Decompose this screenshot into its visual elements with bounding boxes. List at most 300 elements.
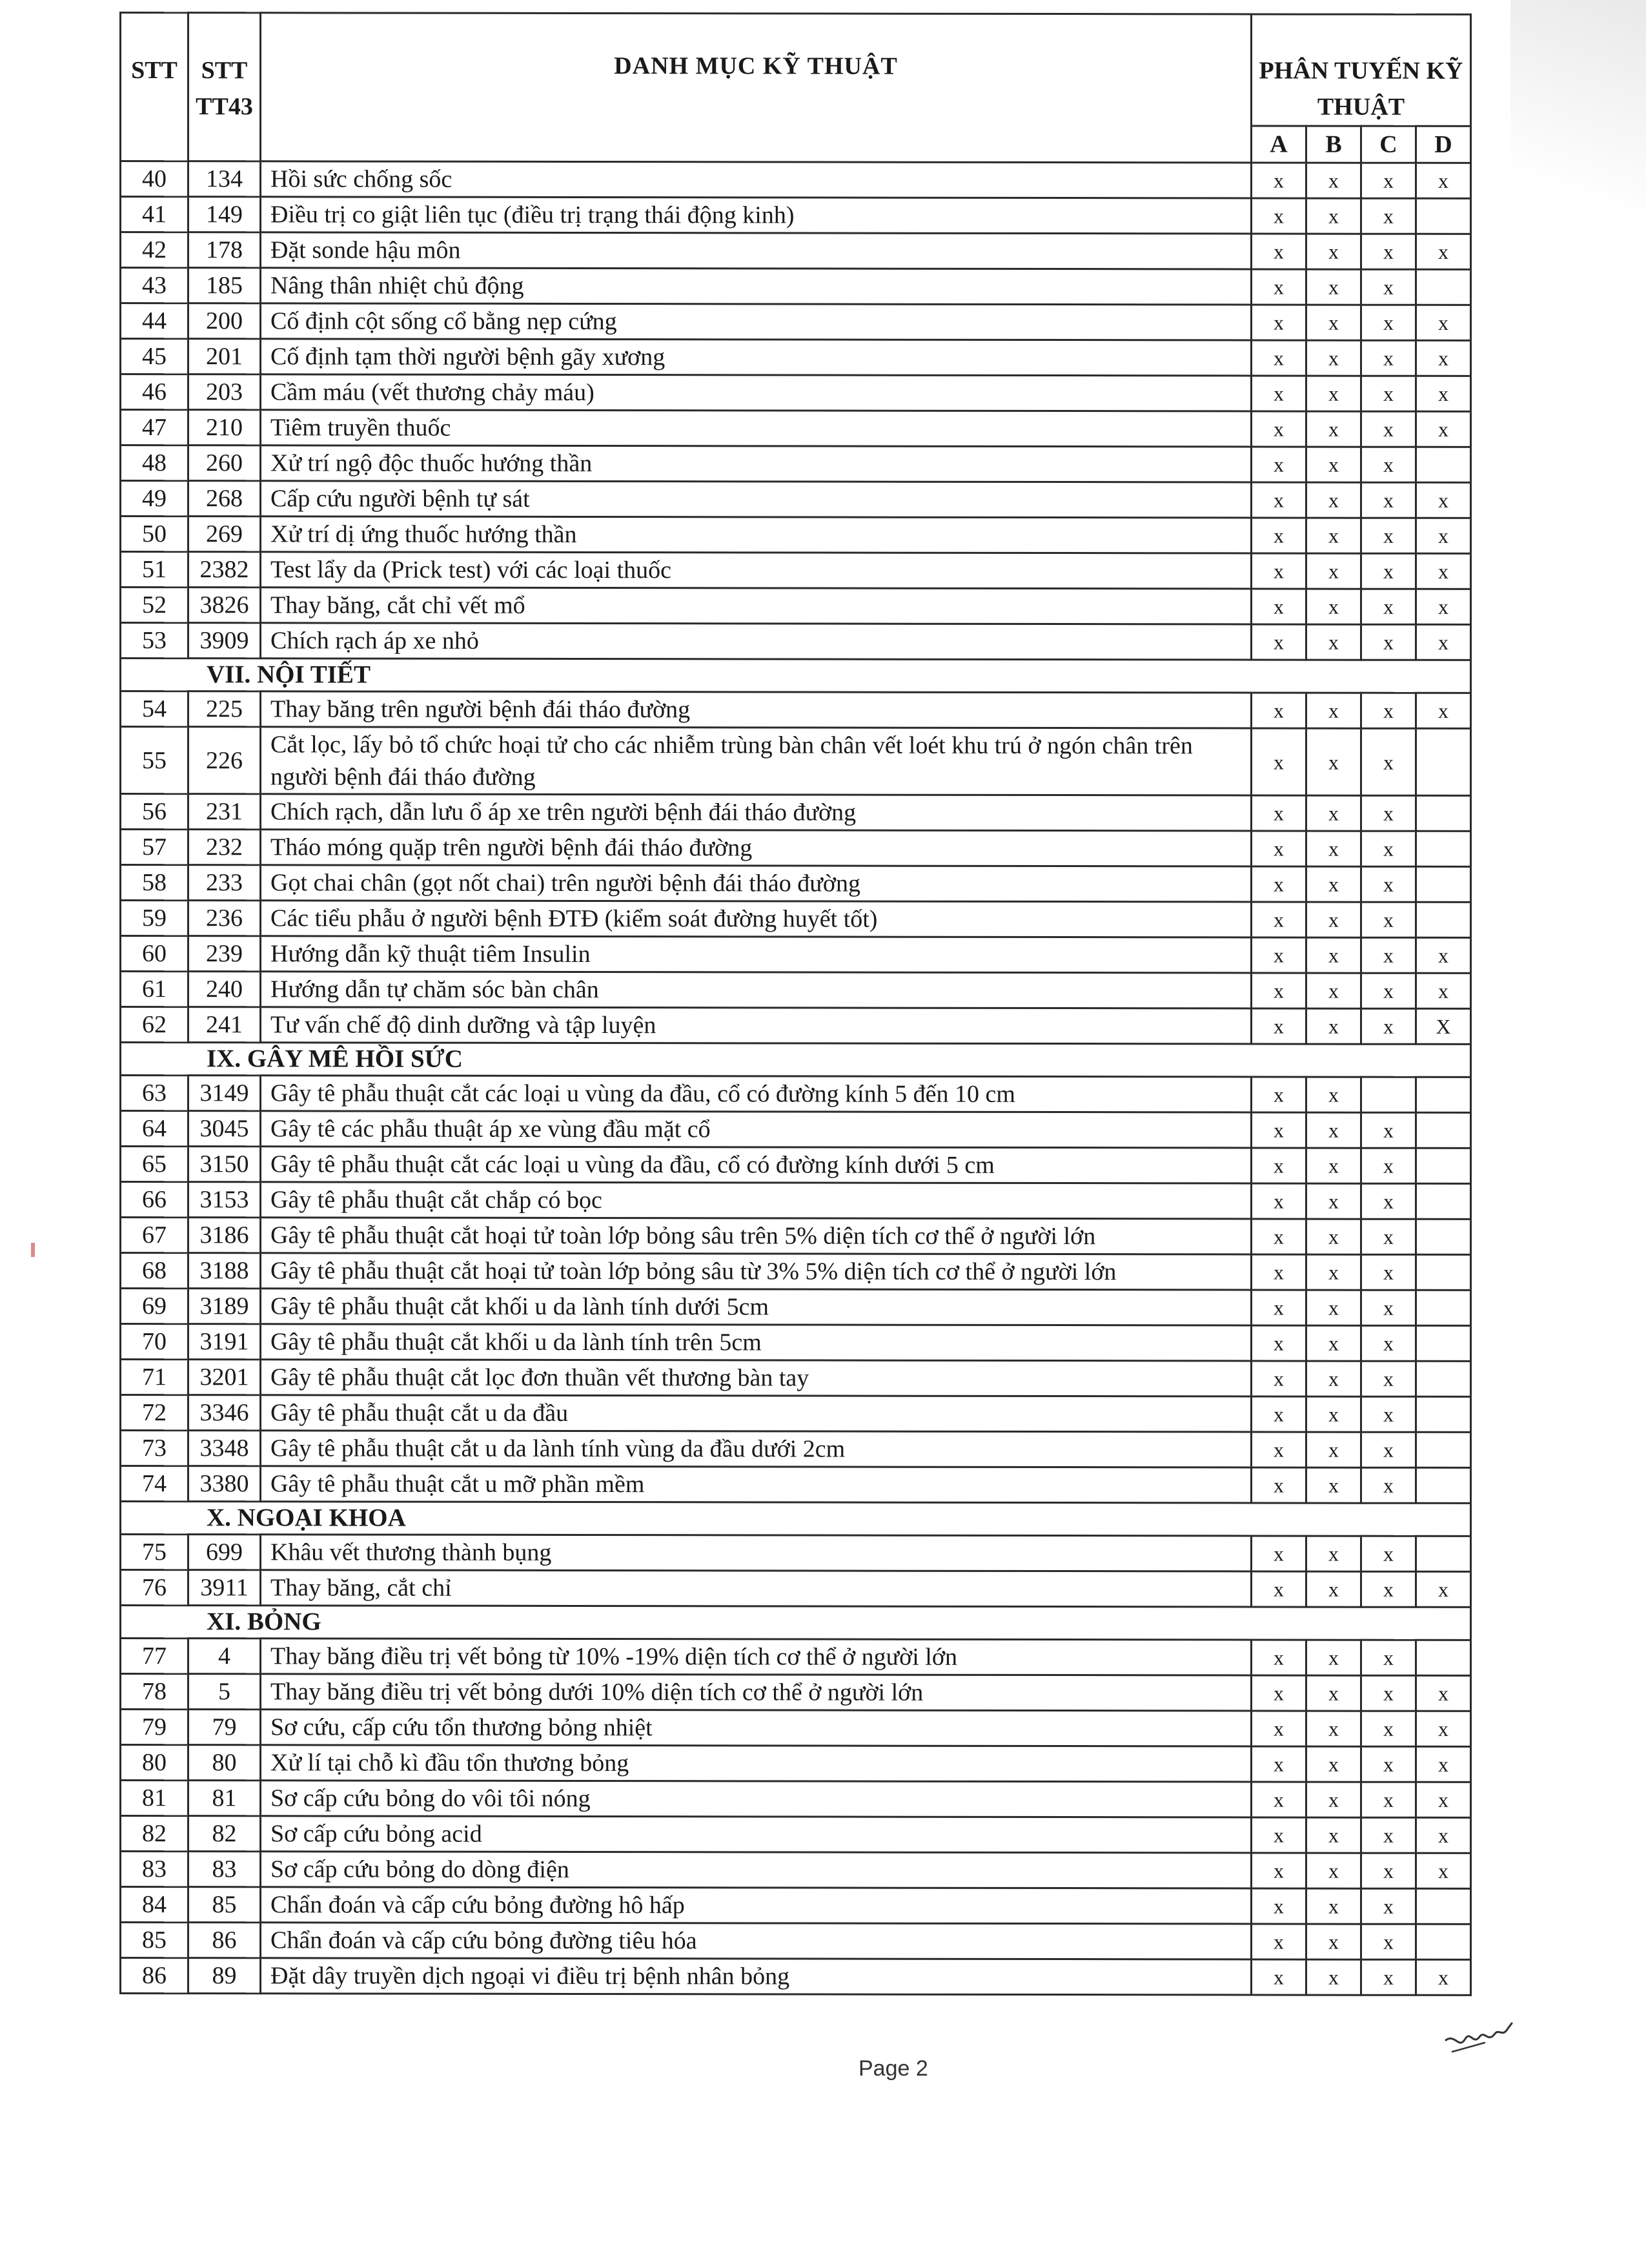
level-b-mark: x (1306, 589, 1361, 624)
technique-name-cell: Nâng thân nhiệt chủ động (261, 268, 1252, 305)
section-title: IX. GÂY MÊ HỒI SỨC (121, 1043, 1471, 1078)
level-c: C (1361, 126, 1416, 163)
level-c-mark: x (1361, 1782, 1416, 1817)
level-a-mark: x (1252, 234, 1306, 269)
table-row (121, 830, 1471, 867)
level-b-mark: x (1306, 1571, 1361, 1607)
tt43-cell: 241 (188, 1007, 261, 1043)
level-a-mark: x (1252, 1290, 1306, 1325)
table-row (121, 445, 1471, 483)
level-c-mark: x (1361, 198, 1416, 234)
table-row (121, 339, 1471, 376)
level-c-mark: x (1361, 1711, 1416, 1746)
technique-name-cell: Gây tê phẫu thuật cắt u da lành tính vùng da đầu dưới 2cm (261, 1431, 1252, 1467)
level-d-mark: x (1416, 234, 1471, 269)
level-a-mark: x (1252, 1959, 1306, 1995)
level-d-mark: x (1416, 518, 1471, 553)
stt-cell: 65 (121, 1147, 188, 1182)
table-row (121, 1007, 1471, 1045)
level-d-mark (1416, 1396, 1471, 1432)
handwritten-initials (1439, 2014, 1523, 2059)
stt-cell: 62 (121, 1007, 188, 1043)
stt-cell: 47 (121, 410, 188, 445)
stt-cell: 58 (121, 865, 188, 901)
technique-name-cell: Tháo móng quặp trên người bệnh đái tháo đường (261, 830, 1252, 866)
level-b-mark: x (1306, 902, 1361, 937)
technique-name-cell: Chẩn đoán và cấp cứu bỏng đường tiêu hóa (261, 1923, 1252, 1959)
level-b-mark: x (1306, 447, 1361, 482)
technique-name-cell: Hướng dẫn tự chăm sóc bàn chân (261, 972, 1252, 1008)
level-b-mark: x (1306, 1959, 1361, 1995)
tt43-cell: 203 (188, 374, 261, 410)
table-row (121, 623, 1471, 660)
level-d-mark: X (1416, 1008, 1471, 1044)
level-a-mark: x (1252, 937, 1306, 973)
technique-name-cell: Xử lí tại chỗ kì đầu tổn thương bỏng (261, 1745, 1252, 1782)
level-a-mark: x (1252, 411, 1306, 447)
table-row (121, 1253, 1471, 1291)
level-b-mark: x (1306, 693, 1361, 728)
technique-name-cell: Hồi sức chống sốc (261, 161, 1252, 198)
table-row (121, 1324, 1471, 1362)
tt43-cell: 232 (188, 830, 261, 865)
level-b-mark: x (1306, 1711, 1361, 1746)
level-c-mark: x (1361, 1640, 1416, 1675)
tt43-cell: 3150 (188, 1147, 261, 1182)
level-c-mark: x (1361, 269, 1416, 305)
level-c-mark: x (1361, 728, 1416, 795)
technique-name-cell: Sơ cấp cứu bỏng do vôi tôi nóng (261, 1781, 1252, 1817)
level-c-mark: x (1361, 1467, 1416, 1503)
technique-name-cell: Các tiểu phẫu ở người bệnh ĐTĐ (kiểm soát đường huyết tốt) (261, 901, 1252, 937)
table-row (121, 374, 1471, 412)
level-a-mark: x (1252, 340, 1306, 376)
technique-name-cell: Sơ cấp cứu bỏng do dòng điện (261, 1852, 1252, 1888)
level-a-mark: x (1252, 1148, 1306, 1183)
level-d-mark (1416, 1924, 1471, 1959)
level-c-mark: x (1361, 1148, 1416, 1183)
level-b-mark: x (1306, 1746, 1361, 1782)
stt-cell: 48 (121, 445, 188, 481)
level-d-mark: x (1416, 589, 1471, 624)
technique-name-cell: Gây tê phẫu thuật cắt chắp có bọc (261, 1182, 1252, 1219)
tt43-cell: 269 (188, 516, 261, 552)
stt-cell: 68 (121, 1253, 188, 1289)
tt43-cell: 200 (188, 303, 261, 339)
level-c-mark: x (1361, 1675, 1416, 1711)
stt-cell: 45 (121, 339, 188, 374)
tt43-cell: 4 (188, 1639, 261, 1674)
level-d-mark: x (1416, 340, 1471, 376)
stt-cell: 54 (121, 691, 188, 727)
level-d-mark (1416, 1077, 1471, 1112)
header-title: DANH MỤC KỸ THUẬT (261, 13, 1252, 163)
level-c-mark: x (1361, 1008, 1416, 1044)
stt-cell: 49 (121, 481, 188, 516)
level-c-mark: x (1361, 1888, 1416, 1924)
level-d-mark: x (1416, 624, 1471, 660)
technique-name-cell: Cắt lọc, lấy bỏ tổ chức hoại tử cho các nhiễm trùng bàn chân vết loét khu trú ở ngón chân trên người bệnh đái tháo đường (261, 727, 1252, 795)
level-d-mark (1416, 1640, 1471, 1675)
level-a-mark: x (1252, 1746, 1306, 1782)
table-row (121, 552, 1471, 589)
technique-name-cell: Cố định cột sống cổ bằng nẹp cứng (261, 303, 1252, 340)
technique-name-cell: Thay băng điều trị vết bỏng từ 10% -19% diện tích cơ thể ở người lớn (261, 1639, 1252, 1675)
level-a-mark: x (1252, 553, 1306, 589)
tt43-cell: 3186 (188, 1218, 261, 1253)
technique-name-cell: Gây tê phẫu thuật cắt khối u da lành tính trên 5cm (261, 1324, 1252, 1361)
stt-cell: 55 (121, 727, 188, 794)
level-a-mark: x (1252, 1782, 1306, 1817)
level-b-mark: x (1306, 482, 1361, 518)
table-row (121, 1570, 1471, 1608)
table-row (121, 410, 1471, 447)
level-a-mark: x (1252, 1536, 1306, 1571)
level-c-mark: x (1361, 305, 1416, 340)
technique-name-cell: Gây tê phẫu thuật cắt các loại u vùng da đầu, cổ có đường kính dưới 5 cm (261, 1147, 1252, 1183)
table-row (121, 1111, 1471, 1149)
tt43-cell: 3911 (188, 1570, 261, 1606)
level-c-mark: x (1361, 795, 1416, 831)
level-b-mark: x (1306, 831, 1361, 866)
level-d-mark: x (1416, 482, 1471, 518)
level-b-mark: x (1306, 728, 1361, 795)
level-d-mark (1416, 1467, 1471, 1503)
level-b-mark: x (1306, 198, 1361, 234)
level-c-mark: x (1361, 1536, 1416, 1571)
tt43-cell: 3191 (188, 1324, 261, 1360)
technique-table (119, 12, 1472, 1996)
level-a-mark: x (1252, 831, 1306, 866)
technique-name-cell: Tư vấn chế độ dinh dưỡng và tập luyện (261, 1007, 1252, 1044)
level-b-mark: x (1306, 1183, 1361, 1219)
level-b: B (1306, 126, 1361, 163)
level-b-mark: x (1306, 973, 1361, 1008)
level-a-mark: x (1252, 1924, 1306, 1959)
level-d-mark (1416, 831, 1471, 866)
level-b-mark: x (1306, 1432, 1361, 1467)
tt43-cell: 260 (188, 445, 261, 481)
tt43-cell: 3348 (188, 1431, 261, 1466)
level-d-mark (1416, 198, 1471, 234)
tt43-cell: 81 (188, 1781, 261, 1816)
technique-name-cell: Cố định tạm thời người bệnh gãy xương (261, 339, 1252, 376)
section-title: X. NGOẠI KHOA (121, 1502, 1471, 1537)
level-b-mark: x (1306, 1254, 1361, 1290)
level-a-mark: x (1252, 624, 1306, 660)
table-row (121, 1182, 1471, 1220)
level-b-mark: x (1306, 553, 1361, 589)
stt-cell: 86 (121, 1958, 188, 1994)
level-c-mark: x (1361, 1396, 1416, 1432)
level-c-mark: x (1361, 866, 1416, 902)
level-b-mark: x (1306, 1361, 1361, 1396)
level-b-mark: x (1306, 1817, 1361, 1853)
table-row (121, 1218, 1471, 1255)
table-row (121, 197, 1471, 234)
stt-cell: 42 (121, 232, 188, 268)
level-c-mark: x (1361, 902, 1416, 937)
level-d-mark: x (1416, 1711, 1471, 1746)
stt-cell: 46 (121, 374, 188, 410)
stt-cell: 74 (121, 1466, 188, 1502)
level-d-mark: x (1416, 1675, 1471, 1711)
level-b-mark: x (1306, 624, 1361, 660)
table-row (121, 161, 1471, 199)
level-c-mark: x (1361, 1112, 1416, 1148)
table-row (121, 1710, 1471, 1747)
tt43-cell: 226 (188, 727, 261, 794)
level-d-mark: x (1416, 553, 1471, 589)
level-a-mark: x (1252, 728, 1306, 795)
level-c-mark: x (1361, 1746, 1416, 1782)
table-row (121, 1852, 1471, 1889)
tt43-cell: 239 (188, 936, 261, 972)
technique-name-cell: Gây tê phẫu thuật cắt u mỡ phần mềm (261, 1466, 1252, 1503)
level-b-mark: x (1306, 1219, 1361, 1254)
table-header-row (121, 13, 1471, 127)
tt43-cell: 3188 (188, 1253, 261, 1289)
level-a-mark: x (1252, 1467, 1306, 1503)
stt-cell: 63 (121, 1076, 188, 1111)
level-c-mark: x (1361, 1219, 1416, 1254)
stt-cell: 75 (121, 1535, 188, 1570)
stt-cell: 67 (121, 1218, 188, 1253)
stt-cell: 56 (121, 794, 188, 830)
level-c-mark: x (1361, 1924, 1416, 1959)
level-b-mark: x (1306, 305, 1361, 340)
tt43-cell: 233 (188, 865, 261, 901)
table-row (121, 232, 1471, 270)
level-d-mark: x (1416, 693, 1471, 728)
level-d-mark (1416, 1112, 1471, 1148)
table-row (121, 691, 1471, 729)
table-row (121, 1289, 1471, 1326)
tt43-cell: 268 (188, 481, 261, 516)
stt-cell: 82 (121, 1816, 188, 1852)
stt-cell: 84 (121, 1887, 188, 1923)
technique-name-cell: Chích rạch áp xe nhỏ (261, 623, 1252, 660)
stt-cell: 60 (121, 936, 188, 972)
tt43-cell: 5 (188, 1674, 261, 1710)
level-b-mark: x (1306, 795, 1361, 831)
level-a-mark: x (1252, 589, 1306, 624)
tt43-cell: 3826 (188, 587, 261, 623)
tt43-cell: 89 (188, 1958, 261, 1994)
technique-name-cell: Hướng dẫn kỹ thuật tiêm Insulin (261, 936, 1252, 973)
stt-cell: 51 (121, 552, 188, 587)
level-d-mark (1416, 1254, 1471, 1290)
level-a-mark: x (1252, 305, 1306, 340)
level-a-mark: x (1252, 866, 1306, 902)
level-a-mark: x (1252, 1396, 1306, 1432)
stt-cell: 50 (121, 516, 188, 552)
table-row (121, 1535, 1471, 1572)
level-d-mark (1416, 1148, 1471, 1183)
level-d-mark: x (1416, 163, 1471, 198)
stt-cell: 77 (121, 1639, 188, 1674)
level-a-mark: x (1252, 1888, 1306, 1924)
level-c-mark: x (1361, 1817, 1416, 1853)
table-row (121, 1958, 1471, 1996)
technique-name-cell: Khâu vết thương thành bụng (261, 1535, 1252, 1571)
level-a-mark: x (1252, 1077, 1306, 1112)
stt-cell: 41 (121, 197, 188, 232)
table-row (121, 481, 1471, 518)
level-d-mark (1416, 1290, 1471, 1325)
level-d-mark (1416, 1536, 1471, 1571)
level-d-mark (1416, 902, 1471, 937)
level-c-mark: x (1361, 482, 1416, 518)
level-a-mark: x (1252, 1571, 1306, 1607)
technique-name-cell: Tiêm truyền thuốc (261, 410, 1252, 447)
table-row (121, 303, 1471, 341)
technique-name-cell: Gây tê các phẫu thuật áp xe vùng đầu mặt cổ (261, 1111, 1252, 1148)
technique-name-cell: Gây tê phẫu thuật cắt lọc đơn thuần vết thương bàn tay (261, 1360, 1252, 1396)
table-row (121, 901, 1471, 938)
level-a-mark: x (1252, 1675, 1306, 1711)
level-a-mark: x (1252, 1254, 1306, 1290)
level-b-mark: x (1306, 1290, 1361, 1325)
level-c-mark: x (1361, 1361, 1416, 1396)
tt43-cell: 79 (188, 1710, 261, 1745)
level-a-mark: x (1252, 518, 1306, 553)
stt-cell: 40 (121, 161, 188, 197)
stt-cell: 71 (121, 1360, 188, 1395)
level-c-mark: x (1361, 340, 1416, 376)
level-a-mark: x (1252, 795, 1306, 831)
section-header-row (121, 1606, 1471, 1640)
table-row (121, 1360, 1471, 1397)
technique-name-cell: Sơ cấp cứu bỏng acid (261, 1816, 1252, 1853)
table-row (121, 1639, 1471, 1676)
table-row (121, 1674, 1471, 1711)
level-c-mark: x (1361, 693, 1416, 728)
level-d: D (1416, 126, 1471, 163)
level-b-mark: x (1306, 937, 1361, 973)
technique-name-cell: Chích rạch, dẫn lưu ổ áp xe trên người bệnh đái tháo đường (261, 794, 1252, 831)
level-c-mark: x (1361, 589, 1416, 624)
level-a-mark: x (1252, 973, 1306, 1008)
table-row (121, 1781, 1471, 1818)
tt43-cell: 231 (188, 794, 261, 830)
tt43-cell: 236 (188, 901, 261, 936)
level-a-mark: x (1252, 1432, 1306, 1467)
level-c-mark: x (1361, 831, 1416, 866)
level-c-mark: x (1361, 624, 1416, 660)
stt-cell: 81 (121, 1781, 188, 1816)
level-a-mark: x (1252, 1183, 1306, 1219)
section-title: VII. NỘI TIẾT (121, 659, 1471, 693)
level-a-mark: x (1252, 1219, 1306, 1254)
level-d-mark (1416, 1432, 1471, 1467)
stt-cell: 78 (121, 1674, 188, 1710)
level-d-mark (1416, 1219, 1471, 1254)
header-stt: STT (121, 13, 188, 161)
technique-name-cell: Gây tê phẫu thuật cắt các loại u vùng da đầu, cổ có đường kính 5 đến 10 cm (261, 1076, 1252, 1112)
level-c-mark: x (1361, 1325, 1416, 1361)
table-row (121, 1816, 1471, 1854)
header-phan-tuyen: PHÂN TUYẾN KỸ THUẬT (1252, 14, 1471, 126)
stt-cell: 83 (121, 1852, 188, 1887)
technique-name-cell: Đặt dây truyền dịch ngoại vi điều trị bệnh nhân bỏng (261, 1958, 1252, 1995)
stt-cell: 79 (121, 1710, 188, 1745)
level-b-mark: x (1306, 376, 1361, 411)
level-d-mark (1416, 447, 1471, 482)
tt43-cell: 80 (188, 1745, 261, 1781)
tt43-cell: 3149 (188, 1076, 261, 1111)
tt43-cell: 2382 (188, 552, 261, 587)
table-row (121, 936, 1471, 974)
tt43-cell: 3045 (188, 1111, 261, 1147)
tt43-cell: 134 (188, 161, 261, 197)
tt43-cell: 225 (188, 691, 261, 727)
technique-name-cell: Gây tê phẫu thuật cắt hoại tử toàn lớp bỏng sâu trên 5% diện tích cơ thể ở người lớn (261, 1218, 1252, 1254)
level-b-mark: x (1306, 1675, 1361, 1711)
stt-cell: 52 (121, 587, 188, 623)
level-a-mark: x (1252, 163, 1306, 198)
level-a-mark: x (1252, 1008, 1306, 1044)
technique-name-cell: Gây tê phẫu thuật cắt u da đầu (261, 1395, 1252, 1432)
technique-name-cell: Gọt chai chân (gọt nốt chai) trên người bệnh đái tháo đường (261, 865, 1252, 902)
tt43-cell: 85 (188, 1887, 261, 1923)
table-row (121, 1076, 1471, 1113)
technique-name-cell: Xử trí ngộ độc thuốc hướng thần (261, 445, 1252, 482)
stt-cell: 72 (121, 1395, 188, 1431)
tt43-cell: 178 (188, 232, 261, 268)
technique-name-cell: Gây tê phẫu thuật cắt hoại tử toàn lớp bỏng sâu từ 3% 5% diện tích cơ thể ở người lớn (261, 1253, 1252, 1290)
level-c-mark: x (1361, 1959, 1416, 1995)
stt-cell: 76 (121, 1570, 188, 1606)
level-d-mark: x (1416, 1746, 1471, 1782)
technique-name-cell: Xử trí dị ứng thuốc hướng thần (261, 516, 1252, 553)
level-c-mark: x (1361, 234, 1416, 269)
level-c-mark: x (1361, 553, 1416, 589)
table-row (121, 516, 1471, 554)
tt43-cell: 3346 (188, 1395, 261, 1431)
level-d-mark: x (1416, 1853, 1471, 1888)
stt-cell: 66 (121, 1182, 188, 1218)
level-b-mark: x (1306, 1467, 1361, 1503)
scan-speck (31, 1243, 35, 1257)
level-b-mark: x (1306, 163, 1361, 198)
level-c-mark: x (1361, 973, 1416, 1008)
tt43-cell: 185 (188, 268, 261, 303)
level-d-mark (1416, 728, 1471, 795)
level-d-mark (1416, 1888, 1471, 1924)
tt43-cell: 83 (188, 1852, 261, 1887)
level-c-mark (1361, 1077, 1416, 1112)
level-a-mark: x (1252, 1711, 1306, 1746)
tt43-cell: 3153 (188, 1182, 261, 1218)
section-header-row (121, 659, 1471, 693)
table-row (121, 587, 1471, 625)
table-row (121, 1923, 1471, 1960)
level-c-mark: x (1361, 1432, 1416, 1467)
level-b-mark: x (1306, 1396, 1361, 1432)
table-row (121, 972, 1471, 1009)
level-a-mark: x (1252, 1361, 1306, 1396)
level-b-mark: x (1306, 1077, 1361, 1112)
level-d-mark (1416, 1325, 1471, 1361)
level-d-mark (1416, 1361, 1471, 1396)
level-a-mark: x (1252, 1817, 1306, 1853)
section-title: XI. BỎNG (121, 1606, 1471, 1640)
level-a-mark: x (1252, 902, 1306, 937)
level-a-mark: x (1252, 447, 1306, 482)
level-c-mark: x (1361, 937, 1416, 973)
technique-name-cell: Đặt sonde hậu môn (261, 232, 1252, 269)
